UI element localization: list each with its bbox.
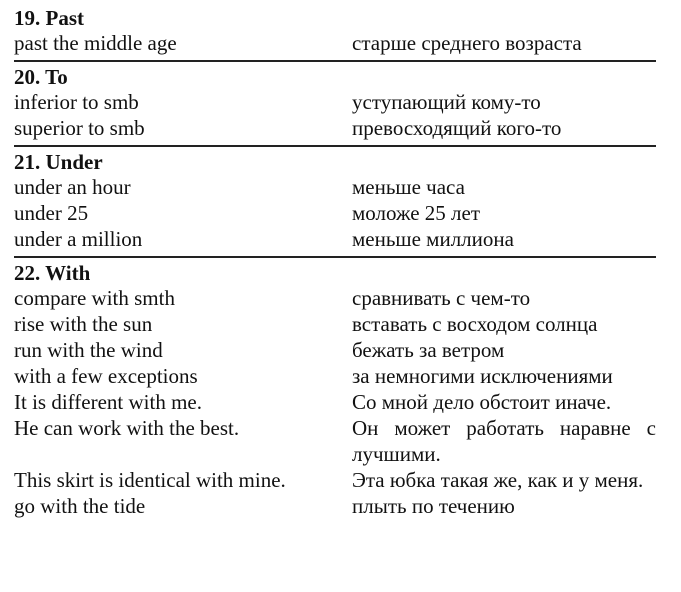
english-phrase: under a million: [14, 227, 143, 251]
english-phrase: with a few exceptions: [14, 364, 198, 388]
phrase-row: [14, 226, 656, 252]
phrase-row: [14, 363, 656, 389]
phrase-row: [14, 467, 656, 493]
english-phrase: run with the wind: [14, 338, 163, 362]
phrase-row: [14, 174, 656, 200]
phrase-row: [14, 115, 656, 141]
russian-translation: уступающий кому-то: [352, 90, 541, 114]
russian-translation: вставать с восходом солнца: [352, 312, 598, 336]
russian-translation: меньше часа: [352, 175, 465, 199]
english-phrase: under 25: [14, 201, 89, 225]
russian-translation: превосходящий кого-то: [352, 116, 562, 140]
section-past: [14, 6, 656, 56]
russian-translation: плыть по течению: [352, 494, 515, 518]
english-phrase: He can work with the best.: [14, 416, 240, 440]
russian-translation: бежать за ветром: [352, 338, 505, 362]
english-phrase: under an hour: [14, 175, 131, 199]
english-phrase: It is different with me.: [14, 390, 202, 414]
phrase-row: [14, 493, 656, 519]
section-with: [14, 256, 656, 519]
phrase-row: [14, 285, 656, 311]
russian-translation: моложе 25 лет: [352, 201, 480, 225]
phrase-row: [14, 89, 656, 115]
section-heading: 19. Past: [14, 6, 84, 30]
phrase-row: [14, 30, 656, 56]
english-phrase: rise with the sun: [14, 312, 153, 336]
section-heading: 22. With: [14, 261, 91, 285]
english-phrase: This skirt is identical with mine.: [14, 468, 286, 492]
section-to: [14, 60, 656, 141]
english-phrase: go with the tide: [14, 494, 146, 518]
russian-translation: Со мной дело обстоит иначе.: [352, 390, 612, 414]
russian-translation: старше среднего возраста: [352, 31, 582, 55]
english-phrase: superior to smb: [14, 116, 145, 140]
english-phrase: past the middle age: [14, 31, 177, 55]
phrase-row: [14, 200, 656, 226]
section-heading: 20. To: [14, 65, 68, 89]
russian-translation: Он может работать наравне с лучшими.: [352, 416, 656, 466]
section-heading: 21. Under: [14, 150, 103, 174]
section-under: [14, 145, 656, 252]
russian-translation: за немногими исключениями: [352, 364, 613, 388]
english-phrase: inferior to smb: [14, 90, 139, 114]
russian-translation: сравнивать с чем-то: [352, 286, 531, 310]
russian-translation: меньше миллиона: [352, 227, 514, 251]
russian-translation: Эта юбка такая же, как и у меня.: [352, 468, 644, 492]
english-phrase: compare with smth: [14, 286, 175, 310]
phrase-row: [14, 337, 656, 363]
phrase-row: [14, 389, 656, 415]
phrase-row: [14, 415, 656, 467]
phrase-row: [14, 311, 656, 337]
